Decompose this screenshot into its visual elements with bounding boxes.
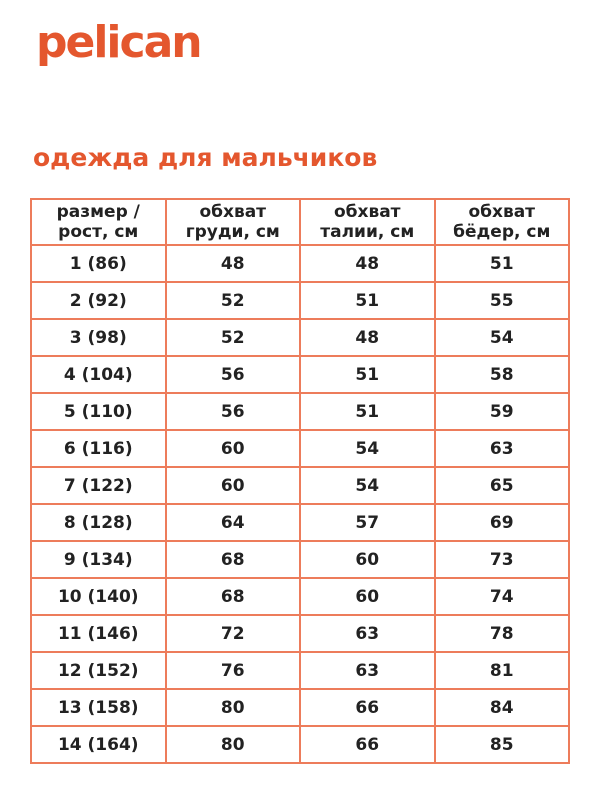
- measurement-cell: 81: [435, 652, 570, 689]
- measurement-cell: 73: [435, 541, 570, 578]
- column-header-line: рост, см: [58, 222, 139, 242]
- measurement-cell: 64: [166, 504, 301, 541]
- table-row: [31, 467, 569, 504]
- measurement-cell: 76: [166, 652, 301, 689]
- table-row: [31, 615, 569, 652]
- column-header-line: груди, см: [185, 222, 280, 242]
- measurement-cell: 63: [435, 430, 570, 467]
- measurement-cell: 69: [435, 504, 570, 541]
- measurement-cell: 48: [166, 245, 301, 282]
- measurement-cell: 78: [435, 615, 570, 652]
- column-header: [31, 199, 166, 245]
- table-row: [31, 430, 569, 467]
- measurement-cell: 74: [435, 578, 570, 615]
- size-cell: 6 (116): [31, 430, 166, 467]
- table-header-row: [31, 199, 569, 245]
- size-cell: 5 (110): [31, 393, 166, 430]
- measurement-cell: 84: [435, 689, 570, 726]
- table-row: [31, 578, 569, 615]
- size-cell: 4 (104): [31, 356, 166, 393]
- column-header-line: обхват: [199, 202, 267, 222]
- measurement-cell: 54: [300, 430, 435, 467]
- table-row: [31, 689, 569, 726]
- measurement-cell: 55: [435, 282, 570, 319]
- column-header-line: обхват: [333, 202, 401, 222]
- measurement-cell: 52: [166, 319, 301, 356]
- table-row: [31, 726, 569, 763]
- measurement-cell: 54: [435, 319, 570, 356]
- measurement-cell: 54: [300, 467, 435, 504]
- size-cell: 7 (122): [31, 467, 166, 504]
- measurement-cell: 57: [300, 504, 435, 541]
- measurement-cell: 56: [166, 393, 301, 430]
- measurement-cell: 52: [166, 282, 301, 319]
- measurement-cell: 68: [166, 541, 301, 578]
- table-row: [31, 356, 569, 393]
- column-header-line: талии, см: [320, 222, 415, 242]
- measurement-cell: 66: [300, 726, 435, 763]
- measurement-cell: 51: [435, 245, 570, 282]
- measurement-cell: 85: [435, 726, 570, 763]
- measurement-cell: 60: [166, 467, 301, 504]
- pelican-logo: pelican: [36, 17, 201, 68]
- table-row: [31, 393, 569, 430]
- measurement-cell: 51: [300, 282, 435, 319]
- measurement-cell: 59: [435, 393, 570, 430]
- table-row: [31, 652, 569, 689]
- measurement-cell: 68: [166, 578, 301, 615]
- size-cell: 11 (146): [31, 615, 166, 652]
- measurement-cell: 48: [300, 245, 435, 282]
- measurement-cell: 51: [300, 356, 435, 393]
- size-cell: 8 (128): [31, 504, 166, 541]
- size-cell: 12 (152): [31, 652, 166, 689]
- measurement-cell: 80: [166, 689, 301, 726]
- table-row: [31, 504, 569, 541]
- column-header: [435, 199, 570, 245]
- page-title: одежда для мальчиков: [33, 143, 378, 172]
- size-chart-table: [30, 198, 570, 764]
- table-row: [31, 541, 569, 578]
- measurement-cell: 66: [300, 689, 435, 726]
- measurement-cell: 63: [300, 652, 435, 689]
- measurement-cell: 63: [300, 615, 435, 652]
- column-header-line: обхват: [468, 202, 536, 222]
- measurement-cell: 65: [435, 467, 570, 504]
- size-cell: 14 (164): [31, 726, 166, 763]
- size-cell: 9 (134): [31, 541, 166, 578]
- measurement-cell: 48: [300, 319, 435, 356]
- measurement-cell: 60: [300, 578, 435, 615]
- measurement-cell: 60: [166, 430, 301, 467]
- measurement-cell: 51: [300, 393, 435, 430]
- table-row: [31, 319, 569, 356]
- size-cell: 3 (98): [31, 319, 166, 356]
- size-cell: 10 (140): [31, 578, 166, 615]
- size-cell: 1 (86): [31, 245, 166, 282]
- table-row: [31, 245, 569, 282]
- column-header-line: бёдер, см: [453, 222, 551, 242]
- table-row: [31, 282, 569, 319]
- measurement-cell: 80: [166, 726, 301, 763]
- measurement-cell: 60: [300, 541, 435, 578]
- measurement-cell: 72: [166, 615, 301, 652]
- column-header: [166, 199, 301, 245]
- column-header-line: размер /: [56, 202, 140, 222]
- measurement-cell: 56: [166, 356, 301, 393]
- size-cell: 2 (92): [31, 282, 166, 319]
- size-cell: 13 (158): [31, 689, 166, 726]
- measurement-cell: 58: [435, 356, 570, 393]
- table-header: [31, 199, 569, 245]
- column-header: [300, 199, 435, 245]
- table-body: [31, 245, 569, 763]
